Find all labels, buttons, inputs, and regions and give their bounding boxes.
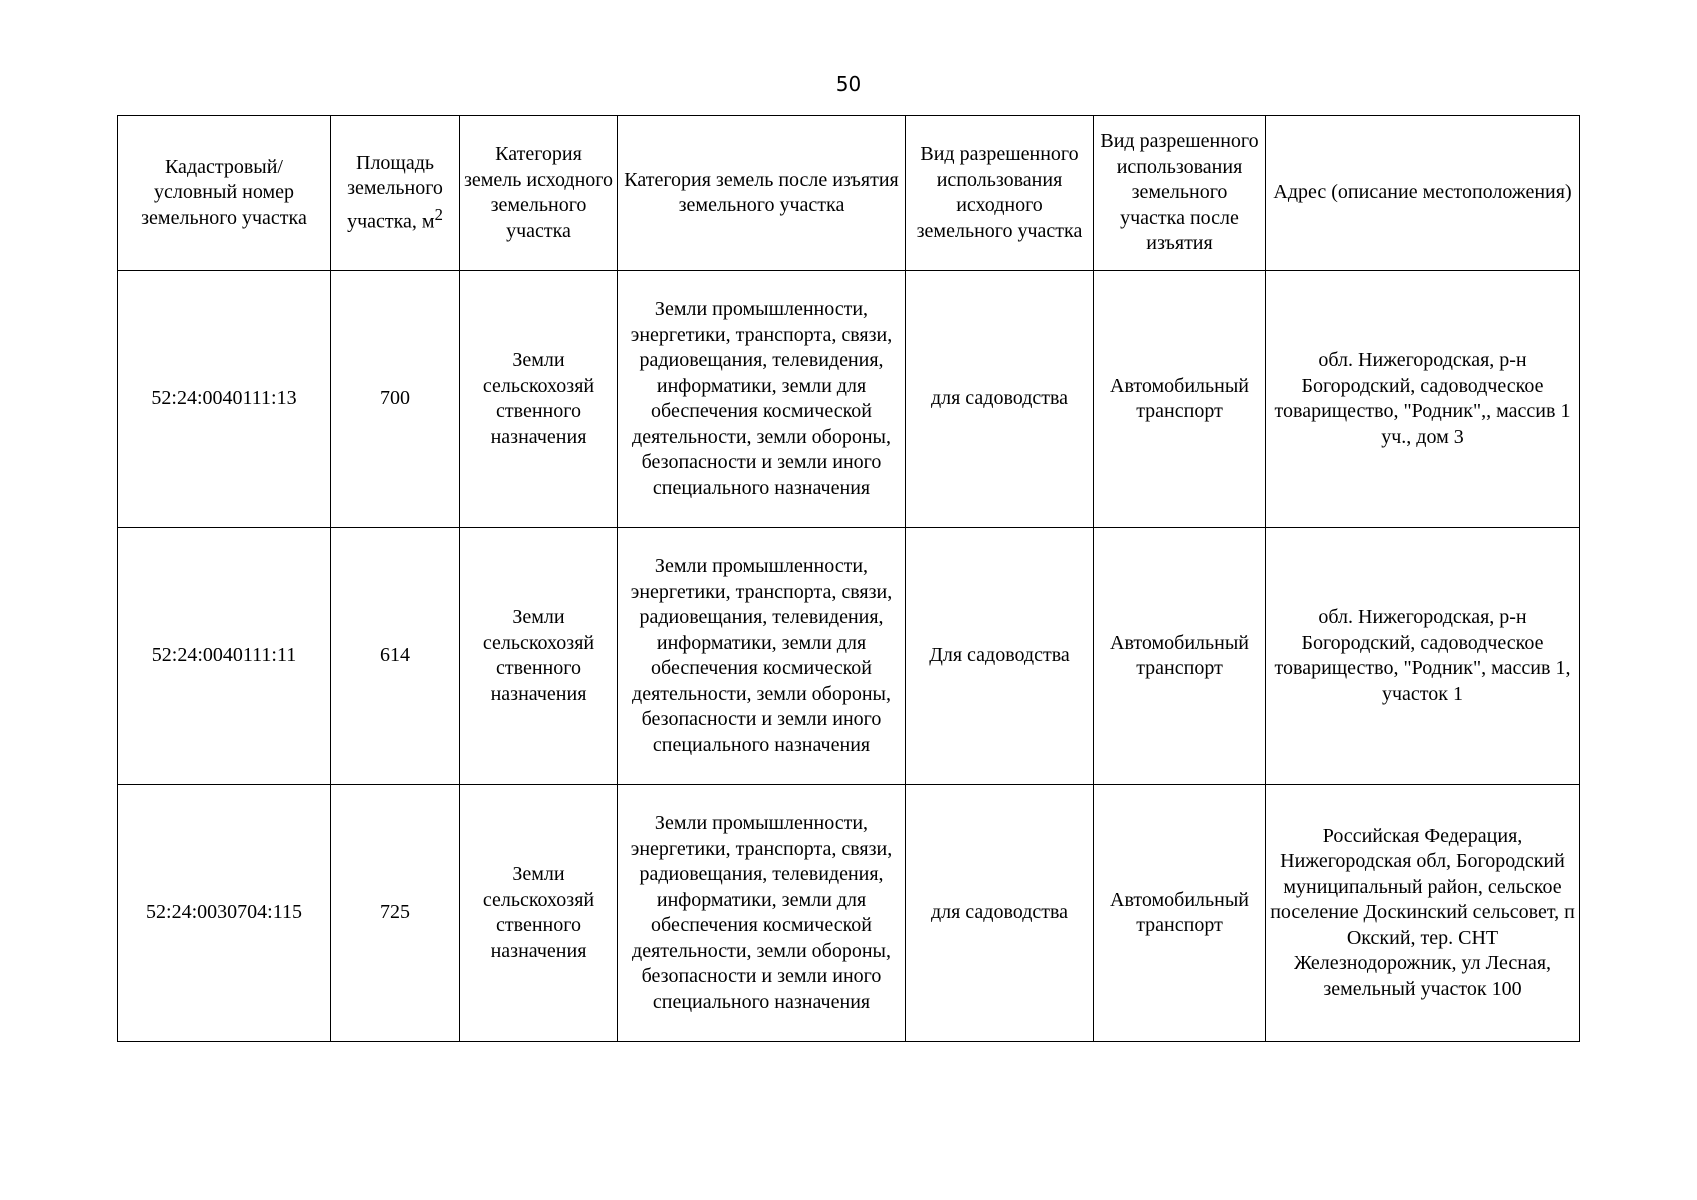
cell-use-before: для садоводства xyxy=(906,271,1094,528)
cell-use-after: Автомобильный транспорт xyxy=(1094,785,1266,1042)
cell-use-after: Автомобильный транспорт xyxy=(1094,271,1266,528)
table-row xyxy=(118,785,1580,1042)
cell-category-before: Земли сельскохозяй ственного назначения xyxy=(460,271,618,528)
header-category-after: Категория земель после изъятия земельного участка xyxy=(618,116,906,271)
cell-use-after: Автомобильный транспорт xyxy=(1094,528,1266,785)
cell-address: обл. Нижегородская, р-н Богородский, садоводческое товарищество, "Родник", массив 1, участок 1 xyxy=(1266,528,1580,785)
table-row xyxy=(118,528,1580,785)
cell-category-after: Земли промышленности, энергетики, транспорта, связи, радиовещания, телевидения, информатики, земли для обеспечения космической деятельности, земли обороны, безопасности и земли иного специального назначения xyxy=(618,785,906,1042)
header-area-unit-power: 2 xyxy=(434,204,443,224)
header-area-label: Площадь земельного участка, м xyxy=(347,151,443,233)
cell-area: 700 xyxy=(331,271,460,528)
cell-category-before: Земли сельскохозяй ственного назначения xyxy=(460,785,618,1042)
cell-category-after: Земли промышленности, энергетики, транспорта, связи, радиовещания, телевидения, информатики, земли для обеспечения космической деятельности, земли обороны, безопасности и земли иного специального назначения xyxy=(618,271,906,528)
cell-category-before: Земли сельскохозяй ственного назначения xyxy=(460,528,618,785)
header-use-before: Вид разрешенного использования исходного земельного участка xyxy=(906,116,1094,271)
land-plots-table xyxy=(117,115,1580,1042)
cell-use-before: Для садоводства xyxy=(906,528,1094,785)
header-category-before: Категория земель исходного земельного участка xyxy=(460,116,618,271)
cell-area: 614 xyxy=(331,528,460,785)
cell-address: обл. Нижегородская, р-н Богородский, садоводческое товарищество, "Родник",, массив 1 уч., дом 3 xyxy=(1266,271,1580,528)
header-area xyxy=(331,116,460,271)
cell-cadastral: 52:24:0030704:115 xyxy=(118,785,331,1042)
header-row xyxy=(118,116,1580,271)
cell-address: Российская Федерация, Нижегородская обл, Богородский муниципальный район, сельское поселение Доскинский сельсовет, п Окский, тер. СНТ Железнодорожник, ул Лесная, земельный участок 100 xyxy=(1266,785,1580,1042)
table-row xyxy=(118,271,1580,528)
cell-cadastral: 52:24:0040111:11 xyxy=(118,528,331,785)
header-address: Адрес (описание местоположения) xyxy=(1266,116,1580,271)
header-use-after: Вид разрешенного использования земельного участка после изъятия xyxy=(1094,116,1266,271)
cell-use-before: для садоводства xyxy=(906,785,1094,1042)
cell-category-after: Земли промышленности, энергетики, транспорта, связи, радиовещания, телевидения, информатики, земли для обеспечения космической деятельности, земли обороны, безопасности и земли иного специального назначения xyxy=(618,528,906,785)
cell-cadastral: 52:24:0040111:13 xyxy=(118,271,331,528)
cell-area: 725 xyxy=(331,785,460,1042)
header-cadastral: Кадастровый/ условный номер земельного участка xyxy=(118,116,331,271)
page-number: 50 xyxy=(835,72,862,96)
